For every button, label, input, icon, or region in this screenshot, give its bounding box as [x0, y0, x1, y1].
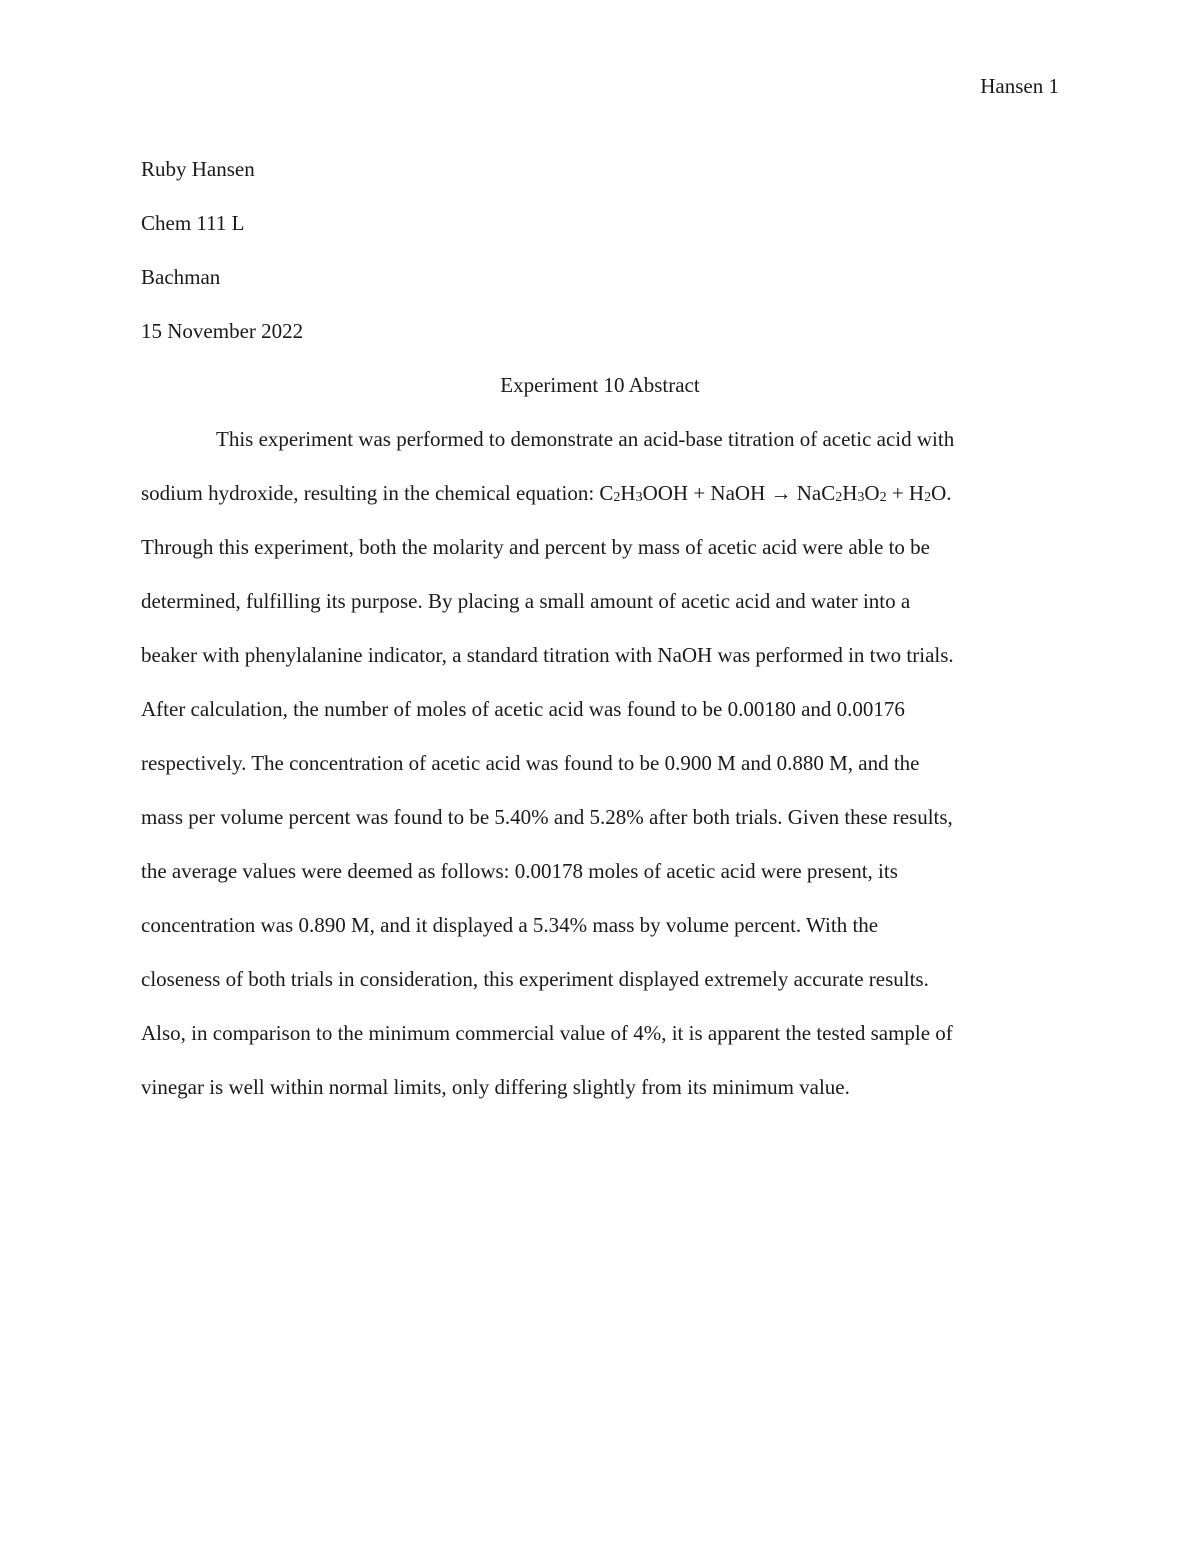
- equation-part: H: [620, 481, 636, 505]
- equation-subscript: 3: [857, 490, 865, 505]
- abstract-line: mass per volume percent was found to be 5.40% and 5.28% after both trials. Given these results,: [141, 805, 953, 829]
- equation-part: C: [599, 481, 614, 505]
- abstract-line: beaker with phenylalanine indicator, a standard titration with NaOH was performed in two trials.: [141, 643, 954, 667]
- equation-part: O: [864, 481, 880, 505]
- abstract-line: This experiment was performed to demonstrate an acid-base titration of acetic acid with: [216, 427, 955, 451]
- author-name: Ruby Hansen: [141, 157, 255, 181]
- document-date: 15 November 2022: [141, 319, 304, 343]
- abstract-line: the average values were deemed as follows: 0.00178 moles of acetic acid were present, its: [141, 859, 898, 883]
- abstract-line: closeness of both trials in consideration, this experiment displayed extremely accurate results.: [141, 967, 929, 991]
- running-head: Hansen 1: [980, 74, 1059, 98]
- instructor-name: Bachman: [141, 265, 221, 289]
- abstract-line: Also, in comparison to the minimum commercial value of 4%, it is apparent the tested sample of: [141, 1021, 953, 1045]
- equation-subscript: 2: [613, 490, 621, 505]
- abstract-paragraph: [141, 412, 1059, 1114]
- equation-subscript: 2: [835, 490, 843, 505]
- document-title: Experiment 10 Abstract: [500, 373, 700, 397]
- equation-subscript: 3: [635, 490, 643, 505]
- equation-part: O.: [931, 481, 952, 505]
- equation-subscript: 2: [924, 490, 932, 505]
- abstract-line: determined, fulfilling its purpose. By placing a small amount of acetic acid and water into a: [141, 589, 911, 613]
- equation-part: OOH + NaOH → NaC: [642, 481, 836, 505]
- chemical-equation: [599, 481, 951, 505]
- abstract-line: After calculation, the number of moles of acetic acid was found to be 0.00180 and 0.00176: [141, 697, 905, 721]
- abstract-line: respectively. The concentration of acetic acid was found to be 0.900 M and 0.880 M, and the: [141, 751, 920, 775]
- abstract-line-equation: [141, 466, 1059, 520]
- course-name: Chem 111 L: [141, 211, 245, 235]
- equation-part: H: [842, 481, 858, 505]
- abstract-line-text: sodium hydroxide, resulting in the chemical equation:: [141, 481, 600, 505]
- abstract-line: vinegar is well within normal limits, only differing slightly from its minimum value.: [141, 1075, 850, 1099]
- abstract-line: Through this experiment, both the molarity and percent by mass of acetic acid were able to be: [141, 535, 930, 559]
- equation-subscript: 2: [879, 490, 887, 505]
- equation-part: + H: [886, 481, 925, 505]
- heading-block: [141, 142, 1059, 1114]
- abstract-line: concentration was 0.890 M, and it displayed a 5.34% mass by volume percent. With the: [141, 913, 879, 937]
